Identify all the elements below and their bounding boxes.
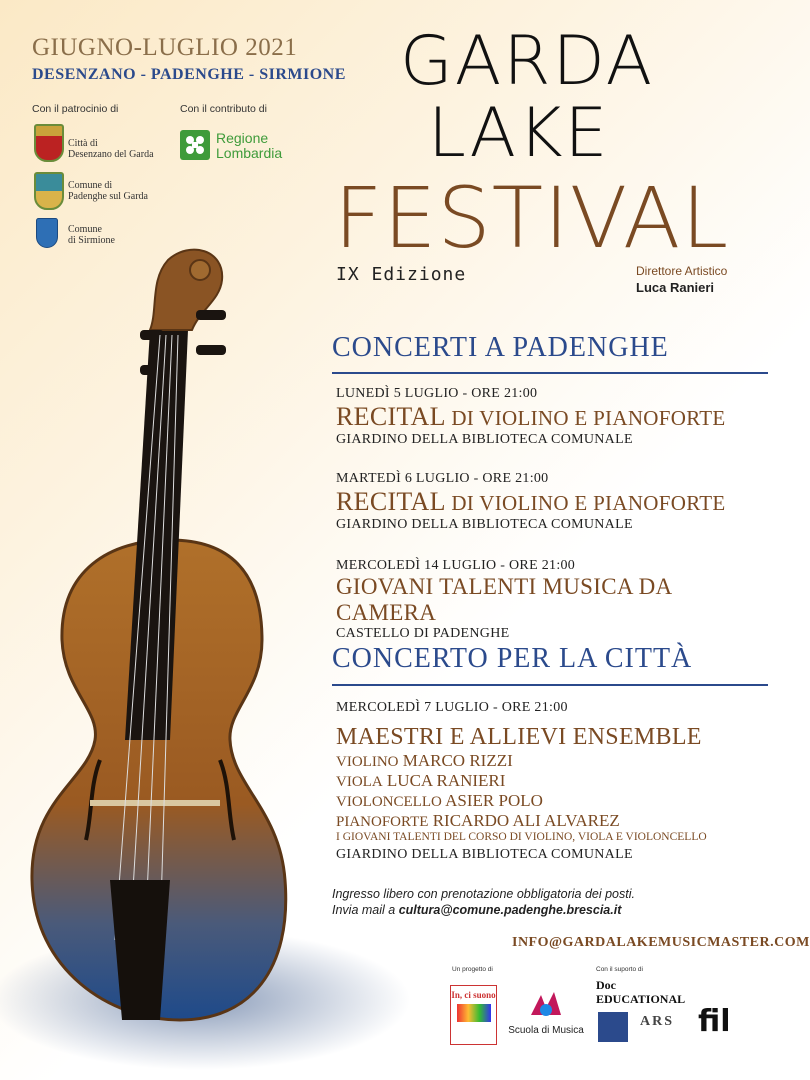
performer-row (336, 811, 707, 831)
entry-line1: Ingresso libero con prenotazione obbligatoria dei posti. (332, 887, 635, 901)
patron-padenghe-line1: Comune di (68, 180, 113, 191)
event-1-title-sub: DI VIOLINO E PIANOFORTE (445, 406, 726, 430)
padenghe-crest-icon (34, 172, 64, 210)
performer-4-instrument: PIANOFORTE (336, 814, 429, 830)
ars-text: ARS (640, 1014, 675, 1029)
event-2 (336, 471, 726, 533)
event-citta-when: MERCOLEDÌ 7 LUGLIO - ORE 21:00 (336, 700, 568, 715)
event-2-title-main: RECITAL (336, 487, 446, 516)
fil-text: fil (698, 1004, 731, 1039)
director-name: Luca Ranieri (636, 280, 715, 295)
event-citta (336, 700, 707, 863)
scuola-text: Scuola di Musica (508, 1025, 584, 1036)
violin-illustration (0, 240, 330, 1080)
patron-padenghe (68, 180, 148, 202)
regione-lombardia-icon (180, 130, 210, 160)
event-2-when: MARTEDÌ 6 LUGLIO - ORE 21:00 (336, 471, 549, 486)
festival-dates: GIUGNO-LUGLIO 2021 (32, 34, 298, 61)
regione-lombardia-logo (216, 131, 282, 161)
event-1-place: GIARDINO DELLA BIBLIOTECA COMUNALE (336, 432, 633, 447)
title-garda: GARDA (400, 22, 655, 101)
title-lake: LAKE (428, 94, 610, 173)
patron-sirmione-line1: Comune (68, 224, 102, 235)
section-citta-title: CONCERTO PER LA CITTÀ (332, 643, 693, 674)
patron-desenzano-line2: Desenzano del Garda (68, 149, 154, 160)
director-label: Direttore Artistico (636, 264, 728, 278)
event-2-title (336, 487, 726, 517)
event-citta-title: MAESTRI E ALLIEVI ENSEMBLE (336, 724, 702, 750)
title-festival: FESTIVAL (334, 169, 730, 267)
event-1-title (336, 402, 726, 432)
project-label: Un progetto di (452, 966, 493, 973)
event-3-title-main: GIOVANI TALENTI MUSICA DA CAMERA (336, 574, 672, 625)
entry-info (332, 886, 635, 918)
section-padenghe-title: CONCERTI A PADENGHE (332, 332, 669, 363)
edition-label: IX Edizione (336, 264, 467, 285)
section-padenghe-rule (332, 372, 768, 374)
scuola-musica-logo (500, 990, 592, 1045)
performer-3-name: ASIER POLO (445, 791, 543, 810)
regione-line2: Lombardia (216, 145, 283, 161)
performer-row (336, 791, 707, 811)
performer-row (336, 771, 707, 791)
performer-row (336, 751, 707, 771)
performer-2-name: LUCA RANIERI (386, 771, 506, 790)
ars-logo (640, 1014, 674, 1030)
performer-1-name: MARCO RIZZI (402, 751, 513, 770)
doc-text: Doc EDUCATIONAL (596, 978, 686, 1006)
festival-towns: DESENZANO - PADENGHE - SIRMIONE (32, 66, 346, 83)
event-3-title (336, 574, 768, 626)
event-3 (336, 558, 768, 642)
patron-sirmione-line2: di Sirmione (68, 235, 115, 246)
patron-padenghe-line2: Padenghe sul Garda (68, 191, 148, 202)
event-2-place: GIARDINO DELLA BIBLIOTECA COMUNALE (336, 517, 633, 532)
event-citta-note: I GIOVANI TALENTI DEL CORSO DI VIOLINO, VIOLA E VIOLONCELLO (336, 831, 707, 843)
event-1-title-main: RECITAL (336, 402, 446, 431)
event-1 (336, 386, 726, 448)
performer-4-name: RICARDO ALI ALVAREZ (432, 811, 620, 830)
patron-desenzano (68, 138, 154, 160)
desenzano-crest-icon (34, 124, 64, 162)
support-label: Con il suporto di (596, 966, 643, 973)
event-2-title-sub: DI VIOLINO E PIANOFORTE (445, 491, 726, 515)
hand-icon (598, 1012, 628, 1042)
scuola-splash-icon (526, 990, 566, 1020)
patronage-label: Con il patrocinio di (32, 103, 119, 115)
entry-mail-link[interactable]: cultura@comune.padenghe.brescia.it (398, 903, 622, 917)
entry-line2 (332, 902, 635, 918)
insuono-text: In, ci suono (451, 990, 496, 1000)
performer-1-instrument: VIOLINO (336, 754, 399, 770)
section-citta-rule (332, 684, 768, 686)
patron-desenzano-line1: Città di (68, 138, 98, 149)
contribution-label: Con il contributo di (180, 103, 267, 115)
performer-2-instrument: VIOLA (336, 774, 383, 790)
fil-logo (698, 1000, 742, 1048)
event-1-when: LUNEDÌ 5 LUGLIO - ORE 21:00 (336, 386, 538, 401)
entry-prefix: Invia mail a (332, 903, 399, 917)
regione-line1: Regione (216, 130, 269, 146)
event-3-when: MERCOLEDÌ 14 LUGLIO - ORE 21:00 (336, 558, 576, 573)
event-citta-place: GIARDINO DELLA BIBLIOTECA COMUNALE (336, 847, 633, 862)
insuono-logo (450, 985, 497, 1045)
info-email-link[interactable]: INFO@GARDALAKEMUSICMASTER.COM (512, 935, 810, 950)
performer-3-instrument: VIOLONCELLO (336, 794, 442, 810)
insuono-staff-icon (457, 1004, 491, 1022)
event-3-place: CASTELLO DI PADENGHE (336, 626, 510, 641)
doc-educational-logo (596, 978, 686, 1006)
